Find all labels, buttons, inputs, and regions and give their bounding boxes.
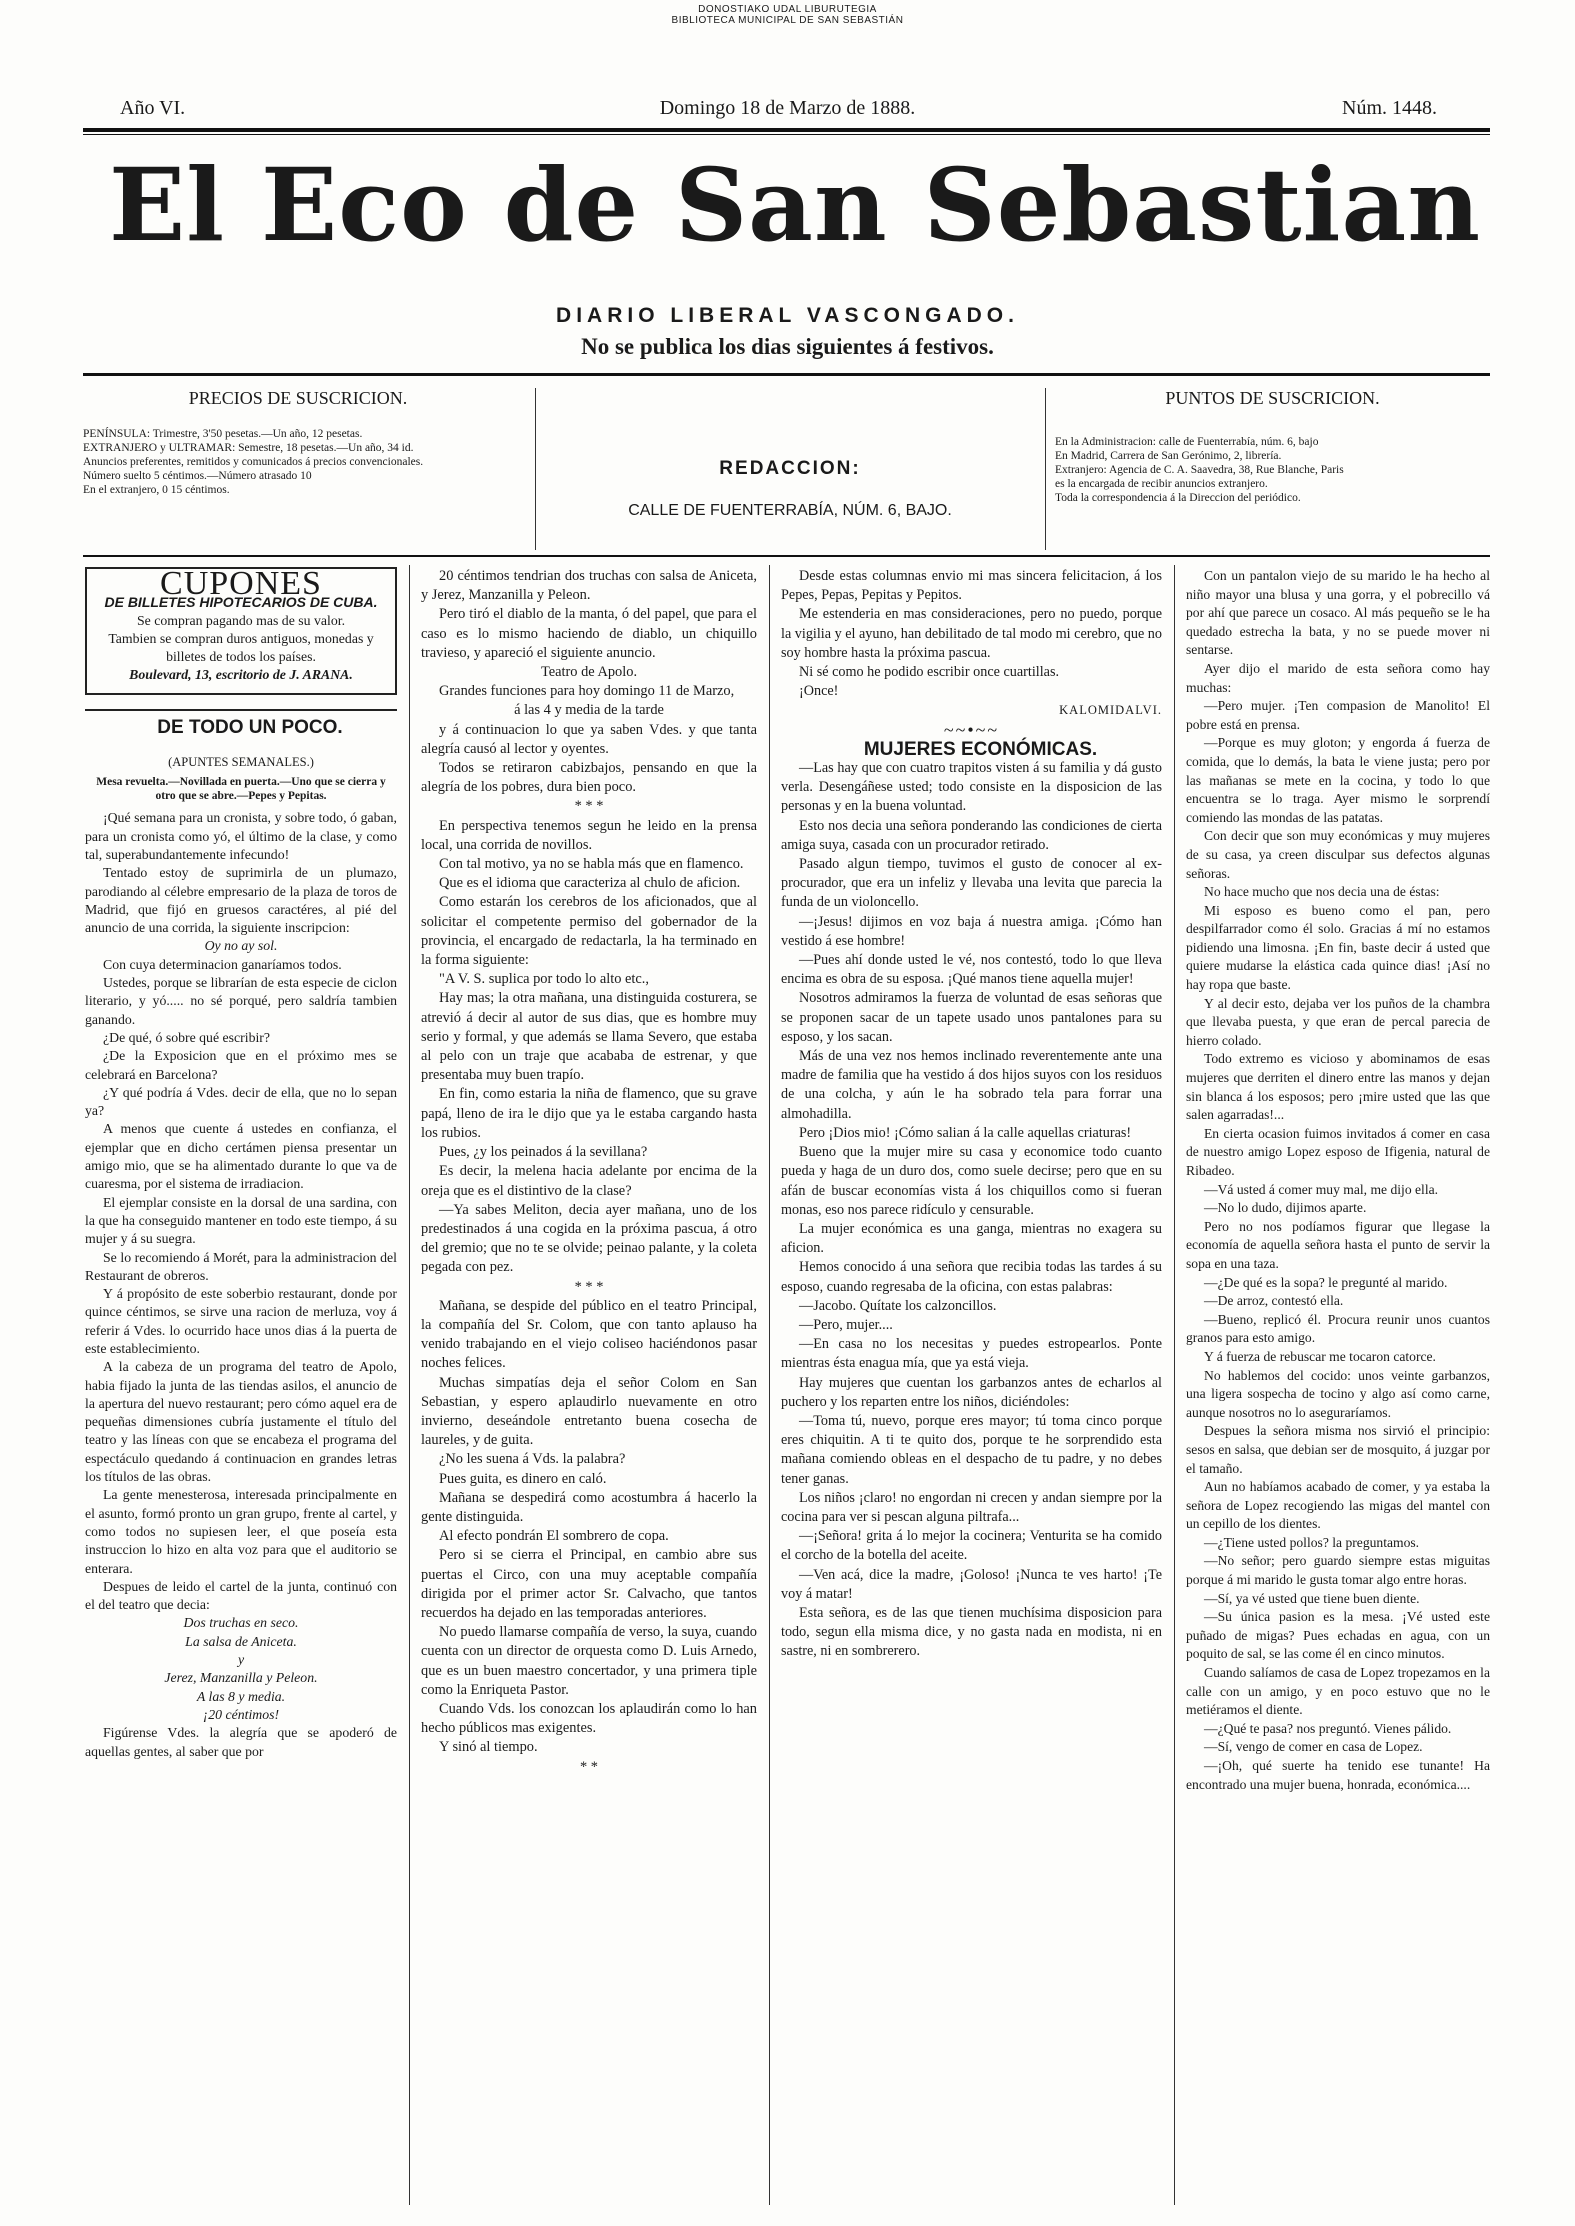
paragraph: Muchas simpatías deja el señor Colom en San Sebastian, y espero aplaudirlo nuevamente en otro invierno, deseándole entretanto buena cosecha de laureles, y de guita. (421, 1374, 757, 1449)
column-1 (85, 567, 397, 1761)
masthead-rule (83, 373, 1490, 376)
paragraph: —Jacobo. Quítate los calzoncillos. (799, 1297, 997, 1314)
puntos-list (1055, 435, 1490, 505)
paragraph: —No lo dudo, dijimos aparte. (1204, 1200, 1367, 1216)
precios-line: Número suelto 5 céntimos.—Número atrasado 10 (83, 470, 312, 482)
paragraph: Me estenderia en mas consideraciones, pero no puedo, porque la vigilia y el ayuno, han debilitado de tal modo mi cerebro, que no soy hombre hasta la próxima pascua. (781, 606, 1162, 661)
ad-text: Tambien se compran duros antiguos, monedas y billetes de todos los países. (108, 630, 374, 665)
signature: KALOMIDALVI. (1059, 703, 1162, 718)
paragraph: —Su única pasion es la mesa. ¡Vé usted este puñado de migas? Pues echadas en agua, con un poquito de sal, se las come él en cinco minutos. (1186, 1609, 1490, 1662)
paragraph: 20 céntimos tendrian dos truchas con salsa de Aniceta, y Jerez, Manzanilla y Peleon. (421, 568, 757, 604)
cupones-ad (85, 567, 397, 695)
poster-line: Dos truchas en seco. (183, 1615, 299, 1631)
paragraph: Bueno que la mujer mire su casa y economice todo cuanto pueda y haga de un duro dos, como suele decirse; pero que en su afán de buscar economías vista á los chiquillos como si fueran monas, eso nos parece ridículo y censurable. (781, 1144, 1162, 1218)
paragraph: Como estarán los cerebros de los aficionados, que al solicitar el competente permiso del gobernador de la provincia, el encargado de redactarla, la ha terminado en la forma siguiente: (421, 894, 757, 969)
paragraph: —Pero mujer. ¡Ten compasion de Manolito! El pobre está en prensa. (1186, 698, 1490, 732)
precios-line: EXTRANJERO y ULTRAMAR: Semestre, 18 pesetas.—Un año, 34 id. (83, 442, 414, 454)
paragraph: Grandes funciones para hoy domingo 11 de Marzo, (439, 683, 735, 700)
paragraph: Con cuya determinacion ganaríamos todos. (103, 956, 342, 972)
paragraph: Con tal motivo, ya no se habla más que en flamenco. (439, 856, 744, 873)
paragraph: Hay mujeres que cuentan los garbanzos antes de echarlos al puchero y los reparten entre los niños, diciéndoles: (781, 1374, 1162, 1410)
paragraph: No puedo llamarse compañía de verso, la suya, cuando cuenta con un director de orquesta como D. Luis Arnedo, que es un buen maestro concertador, y una primera tiple como la Enriqueta Pastor. (421, 1624, 757, 1698)
paragraph: Más de una vez nos hemos inclinado reverentemente ante una madre de familia que ha vestido á dos hijos suyos con los residuos de una colcha, y aún le ha sobrado tela para forrar una almohadilla. (781, 1048, 1162, 1122)
paragraph: Cuando Vds. los conozcan los aplaudirán como lo han hecho públicos mas exigentes. (421, 1700, 757, 1737)
paragraph: La mujer económica es una ganga, mientras no exagera su aficion. (781, 1220, 1162, 1257)
paragraph: —En casa no los necesitas y puedes estropearlos. Ponte mientras ésta enagua mía, que ya está vieja. (781, 1336, 1162, 1372)
ad-text: Se compran pagando mas de su valor. (136, 612, 346, 628)
paragraph: Despues de leido el cartel de la junta, continuó con el del teatro que decia: (85, 1578, 397, 1613)
paragraph: En fin, como estaria la niña de flamenco, que su grave papá, lleno de ira le dijo que ya le estaba cargando hasta los rubios. (421, 1086, 757, 1141)
paragraph: ¿De qué, ó sobre qué escribir? (103, 1029, 271, 1045)
paragraph: Mañana, se despide del público en el teatro Principal, la compañía del Sr. Colom, que con tanto aplauso ha venido trabajando en el viejo coliseo haciéndonos pasar noches felices. (421, 1297, 757, 1372)
ad-subtitle: DE BILLETES HIPOTECARIOS DE CUBA. (104, 594, 378, 611)
puntos-line: Toda la correspondencia á la Direccion del periódico. (1055, 492, 1301, 504)
info-rule (83, 555, 1490, 557)
paragraph: Y al decir esto, dejaba ver los puños de la chambra que llevaba puesta, y que eran de percal parecia de hierro colado. (1186, 995, 1490, 1048)
paragraph: Hay mas; la otra mañana, una distinguida costurera, se atrevió á decir al autor de sus dias, que es hombre muy serio y formal, y que además se llama Severo, que estaba al pelo con un traje que acababa de estrenar, y que presentaba muy buen trapío. (421, 990, 757, 1084)
library-line: DONOSTIAKO UDAL LIBURUTEGIA (698, 4, 877, 15)
article-title: DE TODO UN POCO. (157, 716, 343, 738)
paragraph: Nosotros admiramos la fuerza de voluntad de esas señoras que se proponen sacar de un tapete usado unos pantalones para su esposo, y los sacan. (781, 990, 1162, 1045)
separator-stars: * * * (574, 798, 604, 815)
paragraph: Pasado algun tiempo, tuvimos el gusto de conocer al ex-procurador, que era un infeliz y llevaba una levita que parecia la funda de un violoncello. (781, 856, 1162, 911)
paragraph: —Sí, vengo de comer en casa de Lopez. (1204, 1739, 1423, 1755)
paragraph: —Sí, ya vé usted que tiene buen diente. (1204, 1590, 1420, 1606)
paragraph: Aun no habíamos acabado de comer, y ya estaba la señora de Lopez recogiendo las migas del mantel con un cepillo de los dientes. (1186, 1479, 1490, 1532)
paragraph: —¿Tiene usted pollos? la preguntamos. (1204, 1534, 1420, 1550)
paragraph: Pero no nos podíamos figurar que llegase la economía de aquella señora hasta el punto de servir la sopa en una taza. (1186, 1218, 1490, 1271)
paragraph: —Vá usted á comer muy mal, me dijo ella. (1204, 1181, 1439, 1197)
paragraph: —Ya sabes Meliton, decia ayer mañana, uno de los predestinados á una cogida en la próxima pascua, á otro del gremio; que no te se olvide; peinao palante, y la coleta pegada con pez. (421, 1201, 757, 1276)
separator-stars: * * * (574, 1278, 604, 1295)
paragraph: Que es el idioma que caracteriza al chulo de aficion. (439, 875, 741, 892)
paragraph: Despues la señora misma nos sirvió el principio: sesos en salsa, que debian ser de mosquito, á juzgar por el tamaño. (1186, 1423, 1490, 1476)
article-summary: Mesa revuelta.—Novillada en puerta.—Uno que se cierra y otro que se abre.—Pepes y Pepitas. (96, 776, 386, 803)
paragraph: Mañana se despedirá como acostumbra á hacerlo la gente distinguida. (421, 1489, 757, 1525)
puntos-line: es la encargada de recibir anuncios extranjero. (1055, 478, 1268, 490)
paragraph: No hace mucho que nos decia una de éstas: (1204, 884, 1440, 900)
ad-title: CUPONES (160, 565, 322, 602)
masthead-title: El Eco de San Sebastian (108, 146, 1482, 264)
paragraph: Pues guita, es dinero en caló. (439, 1470, 607, 1487)
column-divider (769, 565, 770, 2205)
paragraph: —De arroz, contestó ella. (1204, 1293, 1344, 1309)
puntos-line: Extranjero: Agencia de C. A. Saavedra, 38, Rue Blanche, Paris (1055, 464, 1344, 476)
section-rule (85, 709, 397, 711)
paragraph: Mi esposo es bueno como el pan, pero despilfarrador como él solo. Gracias á mí no estamos pidiendo una limosna. ¡En fin, baste decir á usted que quiere mudarse la elástica cada quince dias! ¡Así no hay ropa que baste. (1186, 902, 1490, 993)
paragraph: Todos se retiraron cabizbajos, pensando en que la alegría de los pobres, dura bien poco. (421, 760, 757, 796)
paragraph: Pero si se cierra el Principal, en cambio abre sus puertas el Circo, con una muy aceptable compañía dirigida por el primer actor Sr. Calvacho, que tantos recuerdos ha dejado en las temporadas anteriores. (421, 1547, 757, 1621)
box-divider (535, 388, 536, 550)
paragraph: Figúrense Vdes. la alegría que se apoderó de aquellas gentes, al saber que por (85, 1725, 397, 1759)
paragraph: y á continuacion lo que ya saben Vdes. y que tanta alegría causó al lector y oyentes. (421, 721, 757, 757)
paragraph: Ustedes, porque se librarían de esta especie de ciclon literario, y yó..... no sé porqué, pero saldría tambien ganando. (85, 975, 397, 1027)
article-subtitle: (APUNTES SEMANALES.) (168, 755, 314, 770)
paragraph: Desde estas columnas envio mi mas sincera felicitacion, á los Pepes, Pepas, Pepitas y Pepitos. (781, 568, 1162, 604)
paragraph: Ayer dijo el marido de esta señora como hay muchas: (1186, 660, 1490, 695)
paragraph: A la cabeza de un programa del teatro de Apolo, habia fijado la junta de las tiendas asilos, el anuncio de la apertura del nuevo restaurant; pero cómo aquel era de pequeñas dimensiones cubría justamente el título del teatro y las líneas con que se encabeza el programa del espectáculo quedando á continuacion en grandes letras los títulos de las obras. (85, 1359, 397, 1485)
paragraph: —Bueno, replicó él. Procura reunir unos cuantos granos para esto amigo. (1186, 1311, 1490, 1346)
paragraph: No hablemos del cocido: unos veinte garbanzos, una ligera sospecha de tocino y algo así como carne, aunque nosotros no lo aseguraríamos. (1186, 1367, 1490, 1420)
paragraph: —¿Qué te pasa? nos preguntó. Vienes pálido. (1204, 1720, 1452, 1736)
paragraph: Cuando salíamos de casa de Lopez tropezamos en la calle con un amigo, y en poco estuvo que no le metiéramos el diente. (1186, 1665, 1490, 1718)
column-divider (1174, 565, 1175, 2205)
paragraph: Y á propósito de este soberbio restaurant, donde por quince céntimos, se sirve una racion de merluza, voy á referir á Vdes. lo ocurrido hace unos dias á la puerta de este establecimiento. (85, 1286, 397, 1356)
precios-list (83, 427, 513, 497)
redaccion-box (545, 458, 1035, 520)
paragraph: ¡Once! (799, 683, 839, 700)
paragraph: Esto nos decia una señora ponderando las condiciones de cierta amiga suya, casada con un procurador retirado. (781, 817, 1162, 853)
paragraph: —Ven acá, dice la madre, ¡Goloso! ¡Nunca te ves harto! ¡Te voy á matar! (781, 1566, 1162, 1602)
ornament: ~~•~~ (943, 719, 1000, 740)
paragraph: En cierta ocasion fuimos invitados á comer en casa de nuestro amigo Lopez esposo de Ifigenia, natural de Ribadeo. (1186, 1125, 1490, 1178)
paragraph: Tentado estoy de suprimirla de un plumazo, parodiando al célebre empresario de la plaza de toros de Madrid, que fijó en gruesos caractéres, al pié del anuncio de una corrida, la siguiente inscripcion: (85, 865, 397, 936)
paragraph: Es decir, la melena hacia adelante por encima de la oreja que es el distintivo de la clase? (421, 1163, 757, 1199)
poster-line: Teatro de Apolo. (540, 664, 638, 681)
poster-line: Jerez, Manzanilla y Peleon. (164, 1670, 318, 1686)
poster-line: y (237, 1652, 245, 1668)
paragraph: —Las hay que con cuatro trapitos visten á su familia y dá gusto verla. Desengáñese usted; todo consiste en la disposicion de las personas y en la buena voluntad. (781, 760, 1162, 815)
issue-number: Núm. 1448. (1342, 97, 1437, 119)
column-divider (409, 565, 410, 2205)
paragraph: Y á fuerza de rebuscar me tocaron catorce. (1204, 1348, 1436, 1364)
paragraph: Hemos conocido á una señora que recibia todas las tardes á su esposo, cuando regresaba de la oficina, con estas palabras: (781, 1259, 1162, 1295)
paragraph: En perspectiva tenemos segun he leido en la prensa local, una corrida de novillos. (421, 817, 757, 853)
column-2 (421, 567, 757, 1777)
paragraph: "A V. S. suplica por todo lo alto etc., (439, 971, 649, 988)
poster-line: á las 4 y media de la tarde (514, 702, 664, 719)
paragraph: —¡Oh, qué suerte ha tenido ese tunante! Ha encontrado una mujer buena, honrada, económica.... (1186, 1758, 1490, 1792)
ad-address: Boulevard, 13, escritorio de J. ARANA. (129, 667, 353, 683)
paragraph: —Pero, mujer.... (799, 1316, 893, 1333)
column-4 (1186, 567, 1490, 1794)
paragraph: ¿De la Exposicion que en el próximo mes se celebrará en Barcelona? (85, 1048, 397, 1082)
puntos-title: PUNTOS DE SUSCRICION. (1165, 388, 1380, 408)
paragraph: La gente menesterosa, interesada principalmente en el asunto, formó pronto un gran grupo, frente al cartel, y como todos no supiesen leer, el que poseía esta instruccion lo hizo en alta voz para que el auditorio se enterara. (85, 1487, 397, 1576)
paragraph: A menos que cuente á ustedes en confianza, el ejemplar que en dicho certámen piensa presentar un amigo mio, que se ha alimentado durante lo que va de cuaresma, por el sistema de irradiacion. (85, 1121, 397, 1192)
poster-line: ¡20 céntimos! (202, 1706, 280, 1722)
puntos-line: En la Administracion: calle de Fuenterrabía, núm. 6, bajo (1055, 436, 1319, 448)
library-line: BIBLIOTECA MUNICIPAL DE SAN SEBASTIÁN (671, 15, 904, 26)
paragraph: —Pues ahí donde usted le vé, nos contestó, todo lo que lleva encima es obra de su esposa. ¡Qué manos tiene aquella mujer! (781, 952, 1162, 988)
header-rule (83, 134, 1490, 135)
paragraph: Pero ¡Dios mio! ¡Cómo salian á la calle aquellas criaturas! (799, 1124, 1132, 1141)
paragraph: —¡Señora! grita á lo mejor la cocinera; Venturita se ha comido el corcho de la botella del aceite. (781, 1528, 1162, 1564)
paragraph: Ni sé como he podido escribir once cuartillas. (799, 664, 1060, 681)
poster-line: A las 8 y media. (196, 1688, 286, 1704)
issue-year: Año VI. (120, 97, 186, 119)
issue-date: Domingo 18 de Marzo de 1888. (659, 97, 916, 119)
library-stamp (0, 4, 1575, 26)
puntos-line: En Madrid, Carrera de San Gerónimo, 2, librería. (1055, 450, 1282, 462)
publication-note: No se publica los dias siguientes á festivos. (581, 334, 994, 359)
puntos-box (1055, 388, 1490, 505)
paragraph: Al efecto pondrán El sombrero de copa. (439, 1528, 669, 1545)
paragraph: Esta señora, es de las que tienen muchísima disposicion para todo, segun ella misma dice, y no gasta nada en modista, ni en sastre, ni en sombrerero. (781, 1604, 1162, 1660)
paragraph: —Porque es muy gloton; y engorda á fuerza de comida, que lo demás, la bata le viene justa; pero por las mañanas se mete en la cocina, y todo lo que encuentra se lo traga. Ayer mismo le sorprendí comiendo las mondas de las patatas. (1186, 735, 1490, 825)
precios-line: Anuncios preferentes, remitidos y comunicados á precios convencionales. (83, 456, 424, 468)
redaccion-address: CALLE DE FUENTERRABÍA, NÚM. 6, BAJO. (628, 502, 952, 519)
precios-box (83, 388, 513, 497)
article-title: MUJERES ECONÓMICAS. (863, 738, 1098, 760)
masthead-subtitle: DIARIO LIBERAL VASCONGADO. (556, 304, 1019, 327)
paragraph: ¡Qué semana para un cronista, y sobre todo, ó gaban, para un cronista como yó, el último de la clase, y como tal, superabundantemente infecundo! (85, 810, 397, 862)
poster-line: La salsa de Aniceta. (185, 1633, 297, 1649)
paragraph: ¿Y qué podría á Vdes. decir de ella, que no lo sepan ya? (85, 1084, 397, 1119)
paragraph: Con decir que son muy económicas y muy mujeres de su casa, ya creen disculpar sus defectos algunas señoras. (1186, 828, 1490, 881)
separator-stars: * * (580, 1758, 598, 1775)
paragraph: —No señor; pero guardo siempre estas miguitas porque á mi marido le gusta tomar algo entre horas. (1186, 1553, 1490, 1588)
paragraph: Se lo recomiendo á Morét, para la administracion del Restaurant de obreros. (85, 1249, 397, 1283)
paragraph: El ejemplar consiste en la dorsal de una sardina, con la que ha conseguido mantener en todo este tiempo, á su mujer y á su suegra. (85, 1194, 397, 1247)
paragraph: —¡Jesus! dijimos en voz baja á nuestra amiga. ¡Cómo han vestido á ese hombre! (781, 913, 1162, 949)
paragraph: ¿No les suena á Vds. la palabra? (439, 1451, 626, 1468)
precios-line: PENÍNSULA: Trimestre, 3'50 pesetas.—Un año, 12 pesetas. (83, 428, 363, 440)
paragraph: —¿De qué es la sopa? le pregunté al marido. (1204, 1274, 1448, 1290)
paragraph: Y sinó al tiempo. (439, 1739, 538, 1756)
precios-line: En el extranjero, 0 15 céntimos. (83, 484, 230, 496)
paragraph: —Toma tú, nuevo, porque eres mayor; tú toma cinco porque eres chiquitin. A ti te quito dos, porque te he sorprendido esta mañana comiendo obleas en el despacho de tu padre, y no debes tener ganas. (781, 1412, 1162, 1487)
column-3 (781, 567, 1162, 1662)
header-rule (83, 128, 1490, 132)
quote: Oy no ay sol. (204, 938, 278, 954)
precios-title: PRECIOS DE SUSCRICION. (188, 388, 408, 408)
paragraph: Todo extremo es vicioso y abominamos de esas mujeres que derriten el dinero entre las manos y dejan sin blanca á los esposos; pero ¡mire usted que las que salen agarradas!... (1186, 1051, 1490, 1123)
box-divider (1045, 388, 1046, 550)
paragraph: Con un pantalon viejo de su marido le ha hecho al niño mayor una blusa y una gorra, y el pobrecillo vá por ahí que parece un cosaco. Al más pequeño se le ha quedado estrecha la bata, y no se puede mover ni sentarse. (1186, 568, 1490, 658)
paragraph: Los niños ¡claro! no engordan ni crecen y andan siempre por la cocina para ver si pescan alguna piltrafa... (781, 1489, 1162, 1525)
paragraph: Pero tiró el diablo de la manta, ó del papel, que para el caso es lo mismo haciendo de diablo, un chiquillo travieso, y apareció el siguiente anuncio. (421, 606, 757, 661)
redaccion-title: REDACCION: (719, 458, 861, 479)
paragraph: Pues, ¿y los peinados á la sevillana? (439, 1144, 648, 1161)
